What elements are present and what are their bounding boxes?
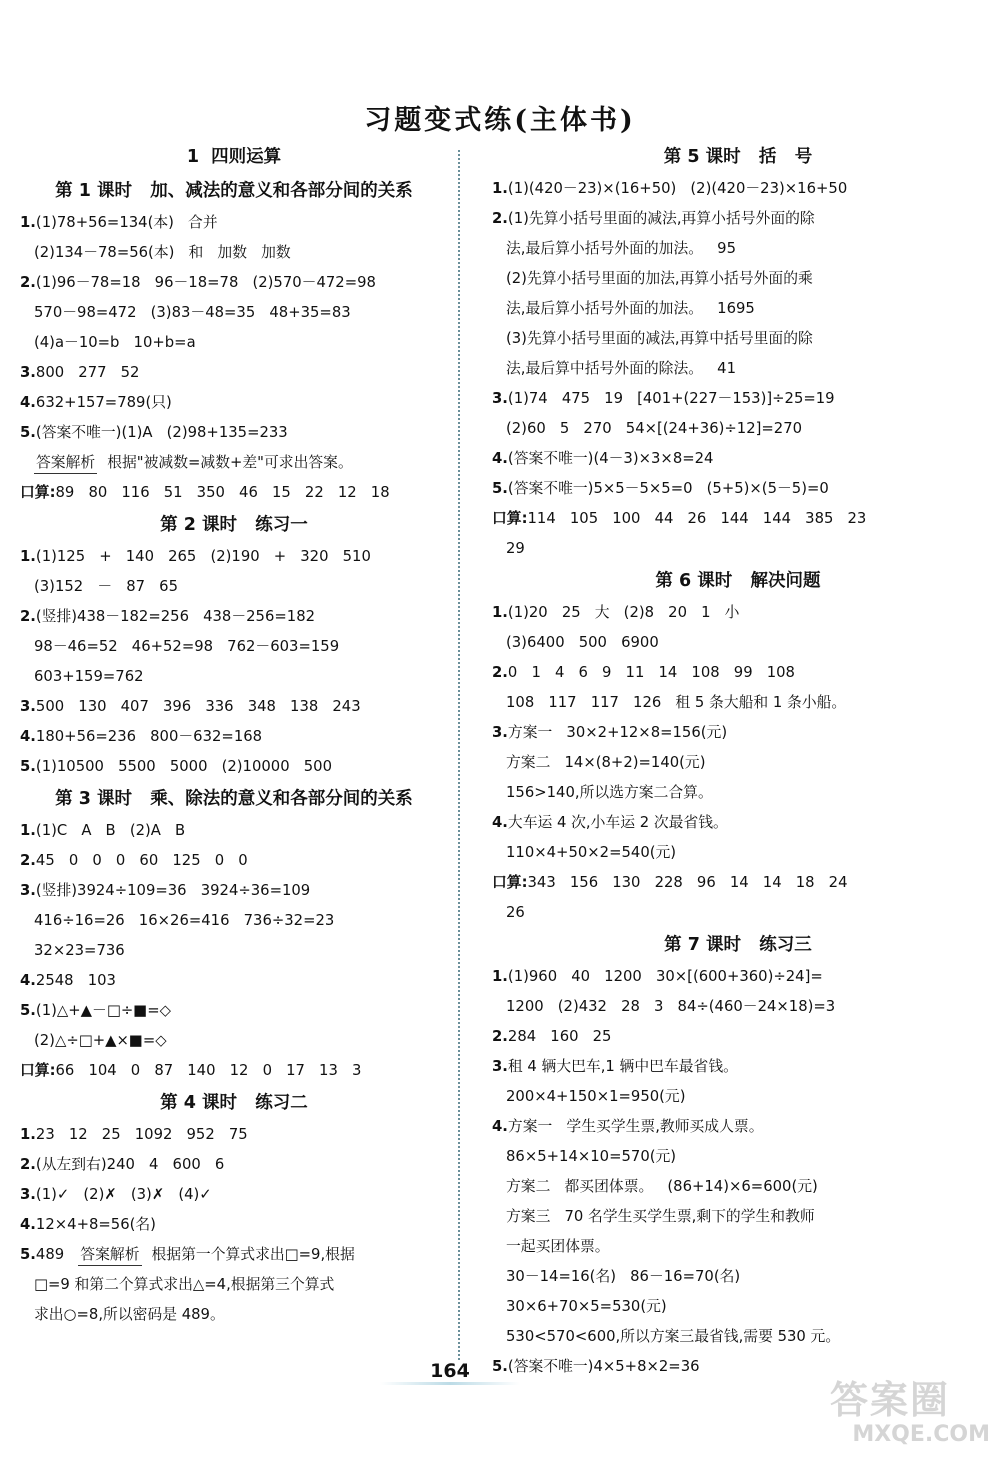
watermark-text: 答案圈 <box>830 1378 951 1422</box>
answer-line <box>20 996 448 1026</box>
answer-text: (1)先算小括号里面的减法,再算小括号外面的除 <box>507 210 815 227</box>
answer-text: (竖排)438－182=256 438－256=182 <box>35 608 316 625</box>
question-number: 5. <box>20 424 36 441</box>
answer-text: (3)先算小括号里面的减法,再算中括号里面的除 <box>506 330 813 347</box>
section-heading: 第 2 课时 练习一 <box>160 515 308 535</box>
question-number: 1. <box>20 214 36 231</box>
answer-text: 租 4 辆大巴车,1 辆中巴车最省钱。 <box>507 1058 738 1075</box>
answer-line <box>492 598 984 628</box>
answer-text: (1)74 475 19 [401+(227－153)]÷25=19 <box>507 390 835 407</box>
answer-text: 23 12 25 1092 952 75 <box>35 1126 248 1143</box>
answer-line <box>20 816 448 846</box>
answer-text: 632+157=789(只) <box>35 394 172 411</box>
answer-line <box>20 542 448 572</box>
answer-line <box>20 448 448 478</box>
answer-text: 一起买团体票。 <box>506 1238 610 1255</box>
answer-text: 根据第一个算式求出□=9,根据 <box>151 1246 355 1263</box>
answer-text: 法,最后算中括号外面的除法。 41 <box>506 360 737 377</box>
answer-text: (3)152 － 87 65 <box>34 578 178 595</box>
question-number: 4. <box>20 1216 36 1233</box>
answer-text: 30－14=16(名) 86－16=70(名) <box>506 1268 741 1285</box>
answer-line <box>492 1082 984 1112</box>
question-number: 3. <box>492 390 508 407</box>
question-number: 5. <box>20 1002 36 1019</box>
section-heading: 第 5 课时 括 号 <box>663 147 813 167</box>
question-number: 2. <box>492 210 508 227</box>
answer-text: 29 <box>506 540 525 557</box>
answer-text: (1)C A B (2)A B <box>35 822 186 839</box>
answer-line <box>492 174 984 204</box>
answer-text: 603+159=762 <box>34 668 144 685</box>
answer-text: (2)60 5 270 54×[(24+36)÷12]=270 <box>506 420 803 437</box>
question-number: 1. <box>492 180 508 197</box>
answer-line <box>20 418 448 448</box>
answer-line <box>20 208 448 238</box>
answer-text: (1)20 25 大 (2)8 20 1 小 <box>507 604 740 621</box>
answer-line <box>20 906 448 936</box>
question-number: 1. <box>20 548 36 565</box>
answer-text: (从左到右)240 4 600 6 <box>35 1156 225 1173</box>
question-number: 3. <box>20 882 36 899</box>
answer-line <box>20 876 448 906</box>
answer-text: 12×4+8=56(名) <box>35 1216 156 1233</box>
answer-text: (1)78+56=134(本) 合并 <box>35 214 218 231</box>
answer-text: (4)a－10=b 10+b=a <box>34 334 196 351</box>
answer-line <box>20 602 448 632</box>
question-number: 口算: <box>492 874 528 891</box>
answer-text: (1)125 + 140 265 (2)190 + 320 510 <box>35 548 371 565</box>
answer-line <box>20 328 448 358</box>
page-number: 164 <box>430 1360 470 1382</box>
answer-text: 32×23=736 <box>34 942 125 959</box>
question-number: 3. <box>492 724 508 741</box>
answer-text: 86×5+14×10=570(元) <box>506 1148 677 1165</box>
answer-text: 大车运 4 次,小车运 2 次最省钱。 <box>507 814 728 831</box>
answer-text: (2)先算小括号里面的加法,再算小括号外面的乘 <box>506 270 813 287</box>
section-heading: 第 7 课时 练习三 <box>664 935 812 955</box>
answer-text: (答案不唯一)4×5+8×2=36 <box>507 1358 700 1375</box>
answer-text: (2)△÷□+▲×■=◇ <box>34 1032 167 1049</box>
column-divider <box>458 150 460 1360</box>
answer-line <box>20 1120 448 1150</box>
answer-text: (3)6400 500 6900 <box>506 634 659 651</box>
answer-text: 26 <box>506 904 525 921</box>
answer-line <box>492 204 984 234</box>
answer-line <box>492 868 984 898</box>
watermark-url: MXQE.COM <box>852 1422 990 1447</box>
question-number: 1. <box>20 1126 36 1143</box>
answer-text: □=9 和第二个算式求出△=4,根据第三个算式 <box>34 1276 335 1293</box>
question-number: 2. <box>20 608 36 625</box>
answer-text: (答案不唯一)5×5－5×5=0 (5+5)×(5－5)=0 <box>507 480 829 497</box>
question-number: 2. <box>492 1028 508 1045</box>
answer-line <box>20 752 448 782</box>
answer-text: 2548 103 <box>35 972 116 989</box>
answer-line <box>20 722 448 752</box>
answer-line <box>492 628 984 658</box>
answer-line <box>492 354 984 384</box>
answer-text: 156>140,所以选方案二合算。 <box>506 784 713 801</box>
answer-line <box>492 838 984 868</box>
answer-line <box>492 474 984 504</box>
answer-line <box>492 294 984 324</box>
answer-line <box>492 1172 984 1202</box>
answer-text: 108 117 117 126 租 5 条大船和 1 条小船。 <box>506 694 847 711</box>
answer-line <box>20 1150 448 1180</box>
question-number: 2. <box>20 852 36 869</box>
answer-text: 法,最后算小括号外面的加法。 95 <box>506 240 737 257</box>
answer-line <box>20 1300 448 1330</box>
answer-line <box>20 966 448 996</box>
answer-text: 方案一 30×2+12×8=156(元) <box>507 724 728 741</box>
section-heading: 第 4 课时 练习二 <box>160 1093 308 1113</box>
answer-text: (2)134－78=56(本) 和 加数 加数 <box>34 244 291 261</box>
answer-line <box>492 688 984 718</box>
question-number: 4. <box>492 814 508 831</box>
answer-text: 89 80 116 51 350 46 15 22 12 18 <box>55 484 390 501</box>
answer-text: 98－46=52 46+52=98 762－603=159 <box>34 638 340 655</box>
answer-line <box>20 478 448 508</box>
question-number: 1. <box>492 604 508 621</box>
answer-text: (1)960 40 1200 30×[(600+360)÷24]= <box>507 968 823 985</box>
question-number: 口算: <box>20 1062 56 1079</box>
question-number: 5. <box>20 1246 36 1263</box>
answer-text: 1200 (2)432 28 3 84÷(460－24×18)=3 <box>506 998 836 1015</box>
answer-text: (1)△+▲－□÷■=◇ <box>35 1002 171 1019</box>
answer-text: (竖排)3924÷109=36 3924÷36=109 <box>35 882 311 899</box>
answer-text: (1)(420－23)×(16+50) (2)(420－23)×16+50 <box>507 180 848 197</box>
watermark-logo <box>830 1378 990 1454</box>
section-heading: 第 1 课时 加、减法的意义和各部分间的关系 <box>55 181 413 201</box>
answer-line <box>492 324 984 354</box>
page-title: 习题变式练(主体书) <box>364 105 636 136</box>
answer-text: 500 130 407 396 336 348 138 243 <box>35 698 361 715</box>
section-heading: 第 3 课时 乘、除法的意义和各部分间的关系 <box>55 789 413 809</box>
answer-analysis-tag: 答案解析 <box>78 1245 141 1266</box>
answer-text: 方案二 14×(8+2)=140(元) <box>506 754 706 771</box>
answer-line <box>492 1292 984 1322</box>
answer-line <box>492 748 984 778</box>
answer-text: 0 1 4 6 9 11 14 108 99 108 <box>507 664 795 681</box>
question-number: 2. <box>492 664 508 681</box>
answer-text: 方案一 学生买学生票,教师买成人票。 <box>507 1118 764 1135</box>
answer-text: (答案不唯一)(4－3)×3×8=24 <box>507 450 714 467</box>
answer-line <box>20 388 448 418</box>
page-number-decoration <box>380 1382 520 1385</box>
answer-line <box>492 414 984 444</box>
answer-text: 法,最后算小括号外面的加法。 1695 <box>506 300 755 317</box>
answer-text: 416÷16=26 16×26=416 736÷32=23 <box>34 912 335 929</box>
answer-line <box>492 534 984 564</box>
answer-line <box>492 384 984 414</box>
question-number: 4. <box>20 728 36 745</box>
answer-text: (1)10500 5500 5000 (2)10000 500 <box>35 758 332 775</box>
answer-line <box>492 778 984 808</box>
question-number: 2. <box>20 274 36 291</box>
answer-text: 284 160 25 <box>507 1028 612 1045</box>
answer-line <box>492 504 984 534</box>
answer-line <box>20 662 448 692</box>
answer-text: 方案三 70 名学生买学生票,剩下的学生和教师 <box>506 1208 815 1225</box>
section-heading: 1 四则运算 <box>186 147 282 167</box>
answer-text: (1)✓ (2)✗ (3)✗ (4)✓ <box>35 1186 212 1203</box>
answer-line <box>492 808 984 838</box>
question-number: 4. <box>492 1118 508 1135</box>
answer-text: 200×4+150×1=950(元) <box>506 1088 686 1105</box>
answer-line <box>492 992 984 1022</box>
answer-line <box>20 1240 448 1270</box>
answer-text: 343 156 130 228 96 14 14 18 24 <box>527 874 848 891</box>
answer-line <box>492 444 984 474</box>
answer-line <box>20 572 448 602</box>
answer-line <box>492 1142 984 1172</box>
section-heading: 第 6 课时 解决问题 <box>655 571 821 591</box>
answer-line <box>20 1056 448 1086</box>
question-number: 3. <box>492 1058 508 1075</box>
question-number: 口算: <box>20 484 56 501</box>
question-number: 4. <box>20 972 36 989</box>
answer-line <box>492 264 984 294</box>
question-number: 3. <box>20 364 36 381</box>
answer-text: 489 <box>35 1246 65 1263</box>
answer-text: 114 105 100 44 26 144 144 385 23 <box>527 510 867 527</box>
answer-line <box>492 1052 984 1082</box>
answer-text: 方案二 都买团体票。 (86+14)×6=600(元) <box>506 1178 818 1195</box>
question-number: 3. <box>20 1186 36 1203</box>
question-number: 1. <box>492 968 508 985</box>
answer-text: (1)96－78=18 96－18=78 (2)570－472=98 <box>35 274 376 291</box>
answer-line <box>20 358 448 388</box>
answer-text: (答案不唯一)(1)A (2)98+135=233 <box>35 424 288 441</box>
left-column <box>20 140 448 1330</box>
answer-text: 110×4+50×2=540(元) <box>506 844 677 861</box>
answer-line <box>492 658 984 688</box>
answer-line <box>20 1026 448 1056</box>
answer-line <box>20 632 448 662</box>
answer-analysis-tag: 答案解析 <box>34 453 97 474</box>
answer-line <box>20 268 448 298</box>
question-number: 5. <box>492 480 508 497</box>
answer-line <box>20 692 448 722</box>
answer-line <box>492 1262 984 1292</box>
question-number: 5. <box>492 1358 508 1375</box>
answer-text: 45 0 0 0 60 125 0 0 <box>35 852 248 869</box>
answer-line <box>20 298 448 328</box>
question-number: 4. <box>492 450 508 467</box>
answer-line <box>492 718 984 748</box>
question-number: 1. <box>20 822 36 839</box>
answer-text: 180+56=236 800－632=168 <box>35 728 263 745</box>
question-number: 4. <box>20 394 36 411</box>
answer-text: 800 277 52 <box>35 364 140 381</box>
question-number: 口算: <box>492 510 528 527</box>
answer-line <box>492 1232 984 1262</box>
answer-line <box>492 1022 984 1052</box>
answer-line <box>20 238 448 268</box>
answer-line <box>20 1180 448 1210</box>
answer-line <box>492 898 984 928</box>
question-number: 3. <box>20 698 36 715</box>
answer-line <box>20 1210 448 1240</box>
answer-line <box>492 1322 984 1352</box>
answer-line <box>20 936 448 966</box>
answer-text: 530<570<600,所以方案三最省钱,需要 530 元。 <box>506 1328 841 1345</box>
answer-line <box>20 1270 448 1300</box>
answer-line <box>492 1202 984 1232</box>
answer-line <box>20 846 448 876</box>
right-column <box>492 140 984 1382</box>
answer-text: 30×6+70×5=530(元) <box>506 1298 667 1315</box>
answer-line <box>492 234 984 264</box>
answer-text: 根据"被减数=减数+差"可求出答案。 <box>107 454 353 471</box>
answer-line <box>492 1112 984 1142</box>
answer-line <box>492 962 984 992</box>
answer-text: 570－98=472 (3)83－48=35 48+35=83 <box>34 304 351 321</box>
answer-text: 求出○=8,所以密码是 489。 <box>34 1306 225 1323</box>
answer-text: 66 104 0 87 140 12 0 17 13 3 <box>55 1062 362 1079</box>
question-number: 2. <box>20 1156 36 1173</box>
question-number: 5. <box>20 758 36 775</box>
